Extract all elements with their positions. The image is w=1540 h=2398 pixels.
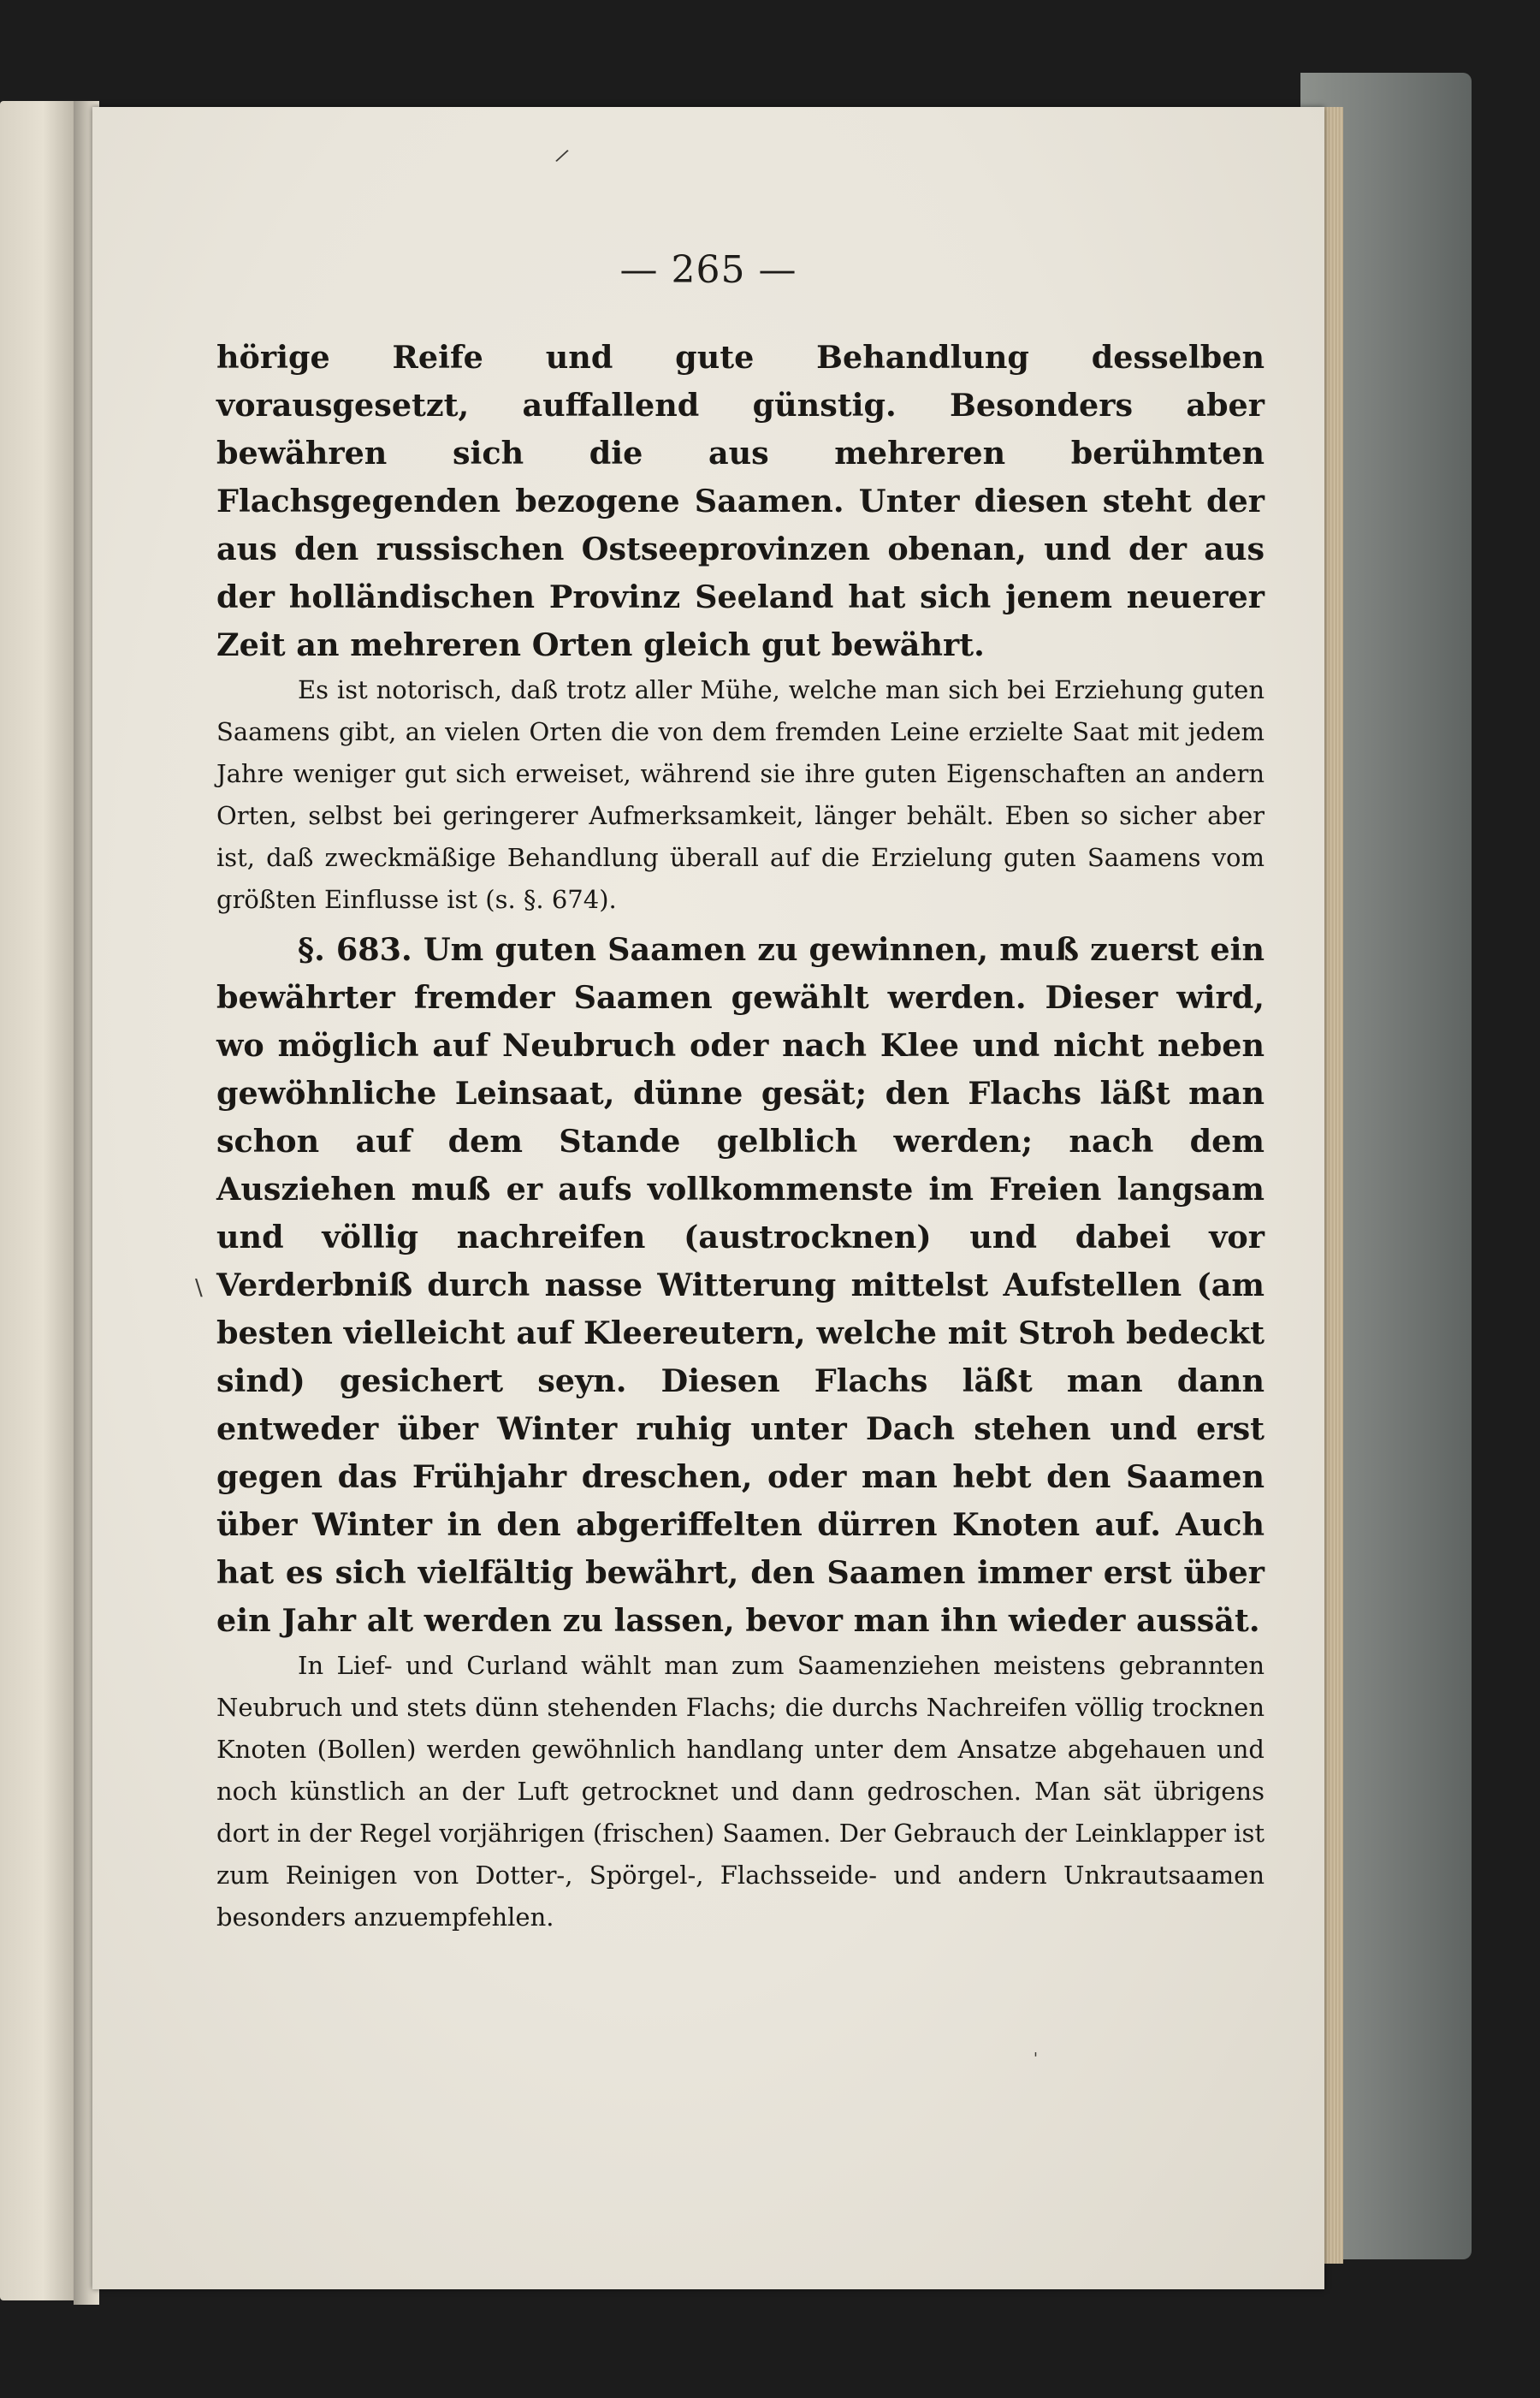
book-page bbox=[92, 107, 1324, 2289]
page-number: — 265 — bbox=[619, 248, 797, 292]
paragraph-section-683: §. 683. Um guten Saamen zu gewinnen, muß zuerst ein bewährter fremder Saamen gewählt werden. Dieser wird, wo möglich auf Neubruch oder nach Klee und nicht neben gewöhnliche Leinsaat, dünne gesät; den Flachs läßt man schon auf dem Stande gelblich werden; nach dem Ausziehen muß er aufs vollkommenste im Freien langsam und völlig nachreifen (austrocknen) und dabei vor Verderbniß durch nasse Witterung mittelst Aufstellen (am besten vielleicht auf Kleereutern, welche mit Stroh bedeckt sind) gesichert seyn. Diesen Flachs läßt man dann entweder über Winter ruhig unter Dach stehen und erst gegen das Frühjahr dreschen, oder man hebt den Saamen über Winter in den abgeriffelten dürren Knoten auf. Auch hat es sich vielfältig bewährt, den Saamen immer erst über ein Jahr alt werden zu lassen, bevor man ihn wieder aussät. bbox=[216, 931, 1265, 1639]
page-blemish: \ bbox=[195, 1275, 203, 1301]
body-text bbox=[216, 334, 1265, 1938]
page-blemish: / bbox=[554, 145, 571, 168]
paragraph-continued: hörige Reife und gute Behandlung desselben vorausgesetzt, auffallend günstig. Besonders aber bewähren sich die aus mehreren berühmten Flachsgegenden bezogene Saamen. Unter diesen steht der aus den russischen Ostseeprovinzen obenan, und der aus der holländischen Provinz Seeland hat sich jenem neuerer Zeit an mehreren Orten gleich gut bewährt. bbox=[216, 339, 1265, 663]
paragraph-note-curland: In Lief- und Curland wählt man zum Saamenziehen meistens gebrannten Neubruch und stets dünn stehenden Flachs; die durchs Nachreifen völlig trocknen Knoten (Bollen) werden gewöhnlich handlang unter dem Ansatze abgehauen und noch künstlich an der Luft getrocknet und dann gedroschen. Man sät übrigens dort in der Regel vorjährigen (frischen) Saamen. Der Gebrauch der Leinklapper ist zum Reinigen von Dotter-, Spörgel-, Flachsseide- und andern Unkrautsaamen besonders anzuempfehlen. bbox=[216, 1651, 1265, 1932]
left-page-edge bbox=[0, 101, 79, 2300]
paragraph-note: Es ist notorisch, daß trotz aller Mühe, welche man sich bei Erziehung guten Saamens gibt, an vielen Orten die von dem fremden Leine erzielte Saat mit jedem Jahre weniger gut sich erweiset, während sie ihre guten Eigenschaften an andern Orten, selbst bei geringerer Aufmerksamkeit, länger behält. Eben so sicher aber ist, daß zweckmäßige Behandlung überall auf die Erzielung guten Saamens vom größten Einflusse ist (s. §. 674). bbox=[216, 675, 1265, 914]
page-blemish: ' bbox=[1034, 2050, 1038, 2068]
